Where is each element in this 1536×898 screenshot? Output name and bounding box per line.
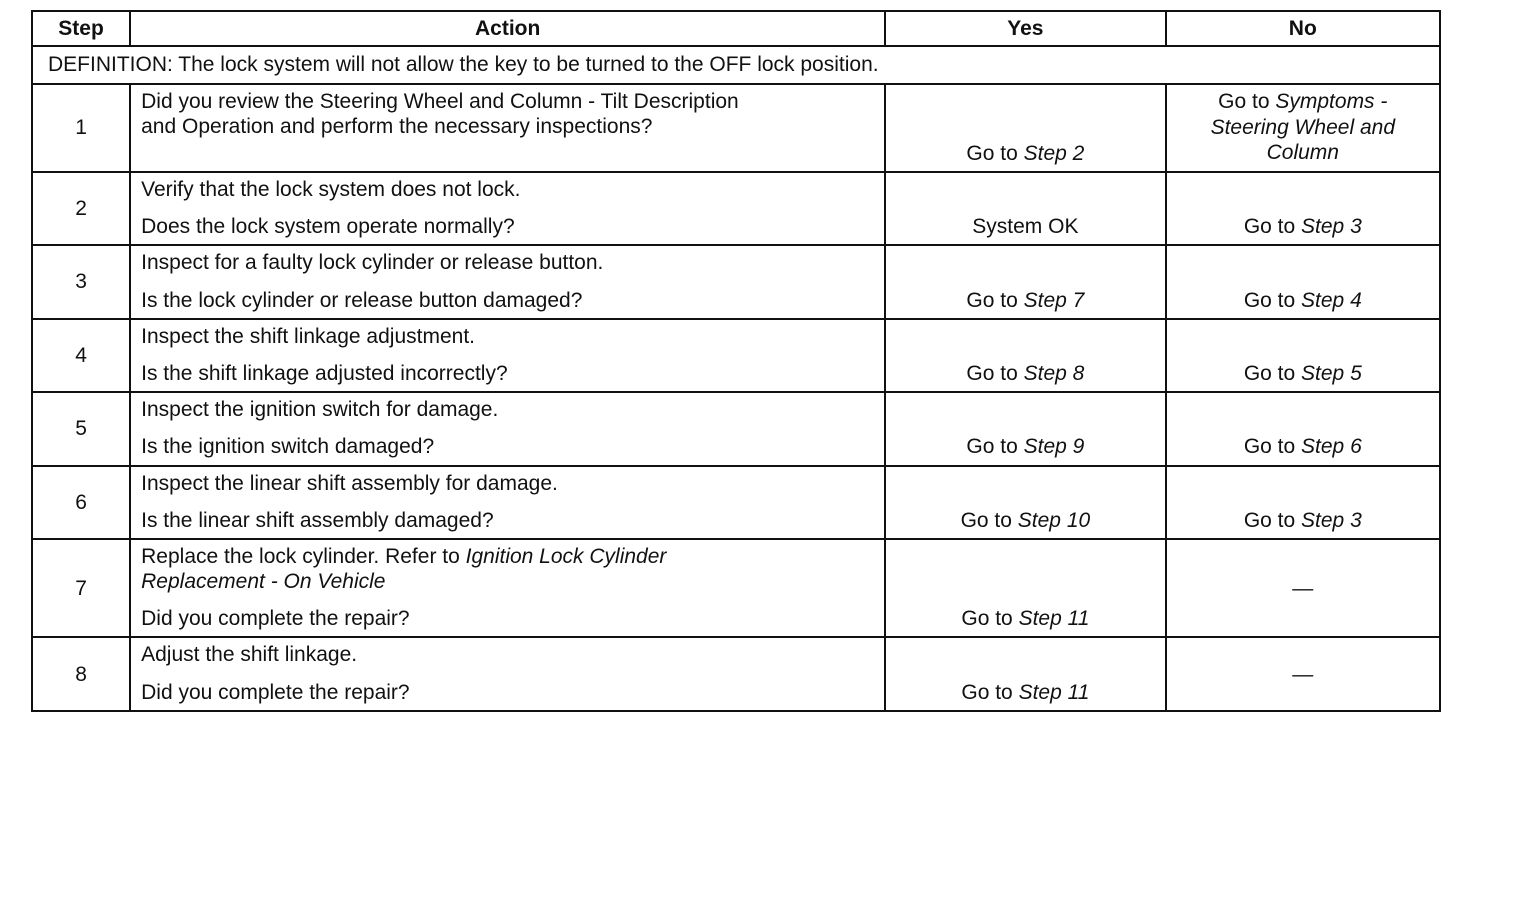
step-reference: Step 5: [1301, 361, 1362, 385]
action-question: Is the shift linkage adjusted incorrectly?: [141, 361, 508, 385]
action-cell: [130, 245, 885, 318]
step-reference: Step 10: [1017, 508, 1091, 532]
action-text: and Operation and perform the necessary inspections?: [141, 115, 653, 139]
step-reference: Step 7: [1023, 288, 1085, 312]
action-question: Is the lock cylinder or release button damaged?: [141, 288, 583, 312]
step-number: 5: [32, 392, 130, 465]
definition-row: [32, 46, 1440, 84]
step-reference: Step 2: [1023, 141, 1085, 165]
yes-result: Go to Step 2: [885, 84, 1165, 172]
table-row: [32, 172, 1440, 245]
step-number: 7: [32, 539, 130, 638]
step-reference: Step 11: [1018, 607, 1090, 631]
action-cell: [130, 392, 885, 465]
action-text: Inspect for a faulty lock cylinder or release button.: [141, 251, 604, 275]
action-cell: [130, 84, 885, 172]
action-question: Did you complete the repair?: [141, 607, 410, 631]
action-column-header: Action: [130, 11, 885, 46]
action-text: Inspect the shift linkage adjustment.: [141, 324, 475, 348]
procedure-reference: Replacement - On Vehicle: [141, 570, 386, 594]
step-number: 2: [32, 172, 130, 245]
yes-result: Go to Step 10: [885, 466, 1165, 539]
definition-text: DEFINITION: The lock system will not allow the key to be turned to the OFF lock position.: [32, 46, 1440, 84]
header-row: [32, 11, 1440, 46]
step-reference: Step 3: [1301, 215, 1362, 239]
diagnostic-table: [31, 10, 1441, 712]
no-result: Go to Step 3: [1166, 466, 1440, 539]
yes-result: Go to Step 9: [885, 392, 1165, 465]
no-result: Go to Step 6: [1166, 392, 1440, 465]
section-reference: Symptoms -: [1275, 90, 1388, 113]
no-result: Go to Step 4: [1166, 245, 1440, 318]
section-reference: Column: [1266, 141, 1339, 165]
yes-result: Go to Step 7: [885, 245, 1165, 318]
no-result: Go to Step 3: [1166, 172, 1440, 245]
step-number: 4: [32, 319, 130, 392]
yes-result: Go to Step 11: [885, 637, 1165, 710]
yes-result: System OK: [885, 172, 1165, 245]
step-reference: Step 3: [1301, 508, 1362, 532]
action-question: Does the lock system operate normally?: [141, 215, 515, 239]
action-cell: [130, 539, 885, 638]
step-number: 3: [32, 245, 130, 318]
table-row: [32, 245, 1440, 318]
table-row: [32, 637, 1440, 710]
step-number: 8: [32, 637, 130, 710]
action-cell: [130, 172, 885, 245]
no-column-header: No: [1166, 11, 1440, 46]
no-result: —: [1166, 539, 1440, 638]
action-question: Is the ignition switch damaged?: [141, 435, 435, 459]
table-row: [32, 319, 1440, 392]
action-text: Inspect the ignition switch for damage.: [141, 398, 499, 422]
step-reference: Step 4: [1301, 288, 1362, 312]
action-cell: [130, 637, 885, 710]
action-question: Is the linear shift assembly damaged?: [141, 508, 494, 532]
yes-column-header: Yes: [885, 11, 1165, 46]
table-row: [32, 539, 1440, 638]
action-question: Did you complete the repair?: [141, 680, 410, 704]
action-text: Replace the lock cylinder. Refer to: [141, 544, 466, 568]
step-column-header: Step: [32, 11, 130, 46]
no-result: —: [1166, 637, 1440, 710]
action-text: Verify that the lock system does not lock.: [141, 178, 521, 201]
table-row: [32, 466, 1440, 539]
step-reference: Step 11: [1018, 680, 1090, 704]
yes-result: Go to Step 8: [885, 319, 1165, 392]
procedure-reference: Ignition Lock Cylinder: [465, 544, 667, 568]
no-result: Go to Step 5: [1166, 319, 1440, 392]
step-reference: Step 9: [1023, 435, 1085, 459]
yes-result: Go to Step 11: [885, 539, 1165, 638]
step-reference: Step 8: [1023, 361, 1085, 385]
section-reference: Steering Wheel and: [1210, 115, 1396, 139]
step-number: 6: [32, 466, 130, 539]
action-text: Adjust the shift linkage.: [141, 643, 358, 667]
step-number: 1: [32, 84, 130, 172]
no-result: Go to Symptoms - Steering Wheel and Column: [1166, 84, 1440, 172]
step-reference: Step 6: [1301, 435, 1362, 459]
action-text: Inspect the linear shift assembly for damage.: [141, 471, 558, 495]
action-cell: [130, 319, 885, 392]
table-row: [32, 392, 1440, 465]
action-text: Did you review the Steering Wheel and Column - Tilt Description: [141, 90, 739, 113]
table-row: [32, 84, 1440, 172]
action-cell: [130, 466, 885, 539]
